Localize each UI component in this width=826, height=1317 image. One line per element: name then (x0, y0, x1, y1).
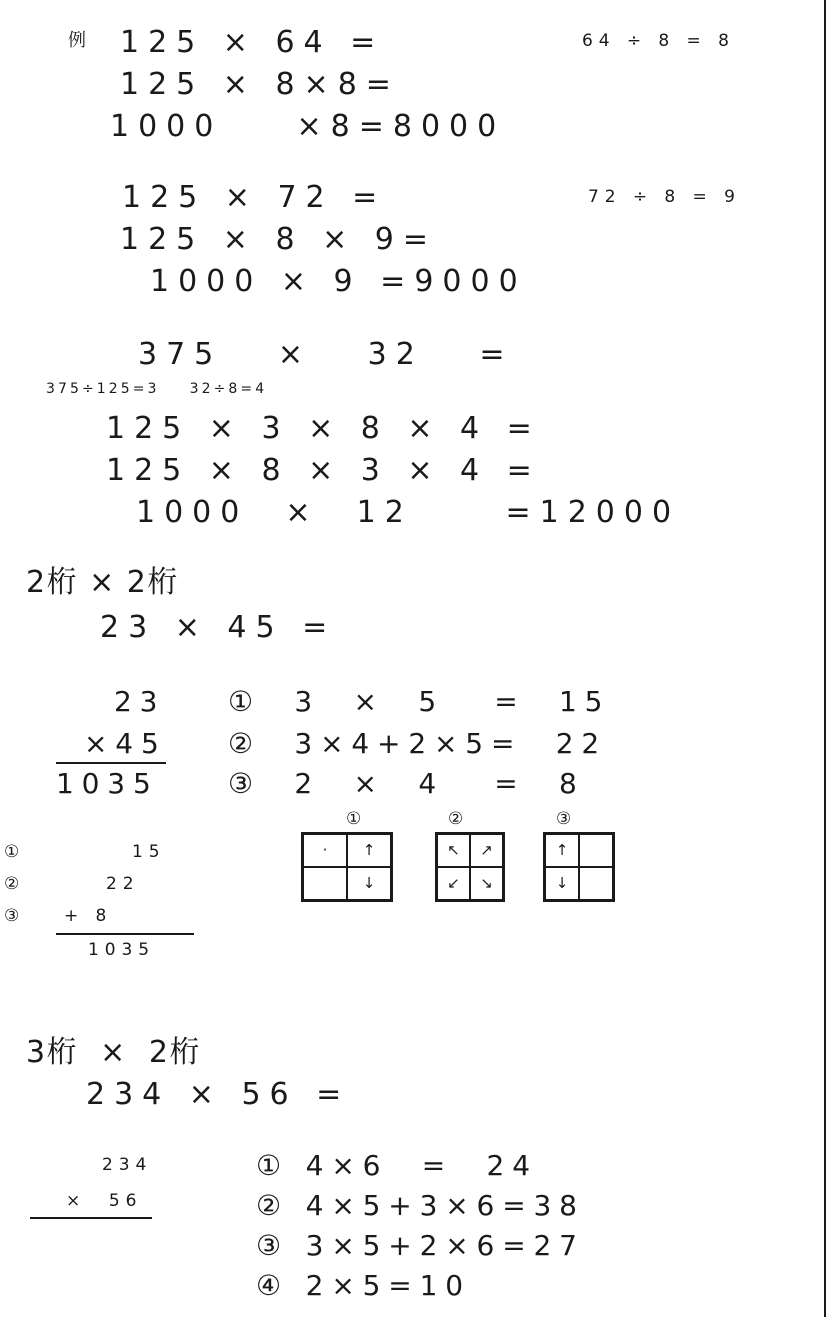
step-1: ① 3 × 5 = 15 (228, 685, 611, 718)
ex3-line3: 125 × 8 × 3 × 4 = (106, 453, 541, 488)
sum-label-2: ② (4, 874, 26, 894)
step3x2-3: ③ 3×5+2×6=27 (256, 1229, 585, 1262)
step-3: ③ 2 × 4 = 8 (228, 767, 585, 800)
vertical-multiplicand-3x2: 234 (102, 1155, 153, 1175)
vertical-result: 1035 (56, 767, 159, 800)
sum-value-2: 22 (106, 874, 140, 894)
step3x2-4: ④ 2×5=10 (256, 1269, 471, 1302)
vertical-multiplier: ×45 (84, 727, 167, 760)
sum-label-1: ① (4, 842, 26, 862)
diagram-2-label: ② (448, 809, 470, 829)
section-2x2-problem: 23 × 45 = (100, 610, 337, 645)
vertical-multiplier-3x2: × 56 (66, 1191, 143, 1211)
step-2: ② 3×4+2×5= 22 (228, 727, 608, 760)
ex3-line1: 375 × 32 = (138, 337, 514, 372)
vertical-rule-3x2 (30, 1217, 152, 1219)
sum-value-3: + 8 (64, 906, 113, 926)
sum-rule (56, 933, 194, 935)
up-right-arrow-icon: ↗ (470, 834, 503, 867)
sum-label-3: ③ (4, 906, 26, 926)
down-right-arrow-icon: ↘ (470, 867, 503, 900)
ex1-line2: 125 × 8×8= (120, 67, 400, 102)
diagram-cell (579, 834, 613, 867)
section-3x2-problem: 234 × 56 = (86, 1077, 351, 1112)
step3x2-2: ② 4×5+3×6=38 (256, 1189, 585, 1222)
down-arrow-icon: ↓ (347, 867, 391, 900)
ex3-line2: 125 × 3 × 8 × 4 = (106, 411, 541, 446)
down-arrow-icon: ↓ (545, 867, 579, 900)
down-left-arrow-icon: ↙ (437, 867, 470, 900)
diagram-cell: · (303, 834, 347, 867)
ex2-line3: 1000 × 9 =9000 (150, 264, 527, 299)
sum-value-1: 15 (132, 842, 166, 862)
up-arrow-icon: ↑ (545, 834, 579, 867)
sum-total: 1035 (88, 940, 156, 960)
ex1-line3: 1000 ×8=8000 (110, 109, 506, 144)
up-left-arrow-icon: ↖ (437, 834, 470, 867)
vertical-rule (56, 762, 166, 764)
diagram-cell (303, 867, 347, 900)
up-arrow-icon: ↑ (347, 834, 391, 867)
ex1-line1: 125 × 64 = (120, 25, 385, 60)
diagram-1-grid (301, 832, 393, 902)
diagram-cell (579, 867, 613, 900)
ex1-side-calc: 64 ÷ 8 = 8 (582, 31, 735, 51)
ex3-note: 375÷125=3 32÷8=4 (46, 381, 268, 397)
diagram-3-label: ③ (556, 809, 578, 829)
section-3x2-title: 3桁 × 2桁 (26, 1035, 201, 1070)
section-2x2-title: 2桁 × 2桁 (26, 565, 179, 600)
vertical-multiplicand: 23 (114, 685, 166, 718)
ex2-line2: 125 × 8 × 9= (120, 222, 437, 257)
diagram-3-grid (543, 832, 615, 902)
ex2-line1: 125 × 72 = (122, 180, 387, 215)
diagram-2-grid (435, 832, 505, 902)
example-label: 例 (68, 30, 92, 51)
ex3-line4: 1000 × 12 =12000 (136, 495, 681, 530)
ex2-side-calc: 72 ÷ 8 = 9 (588, 187, 741, 207)
diagram-1-label: ① (346, 809, 368, 829)
step3x2-1: ① 4×6 = 24 (256, 1149, 538, 1182)
